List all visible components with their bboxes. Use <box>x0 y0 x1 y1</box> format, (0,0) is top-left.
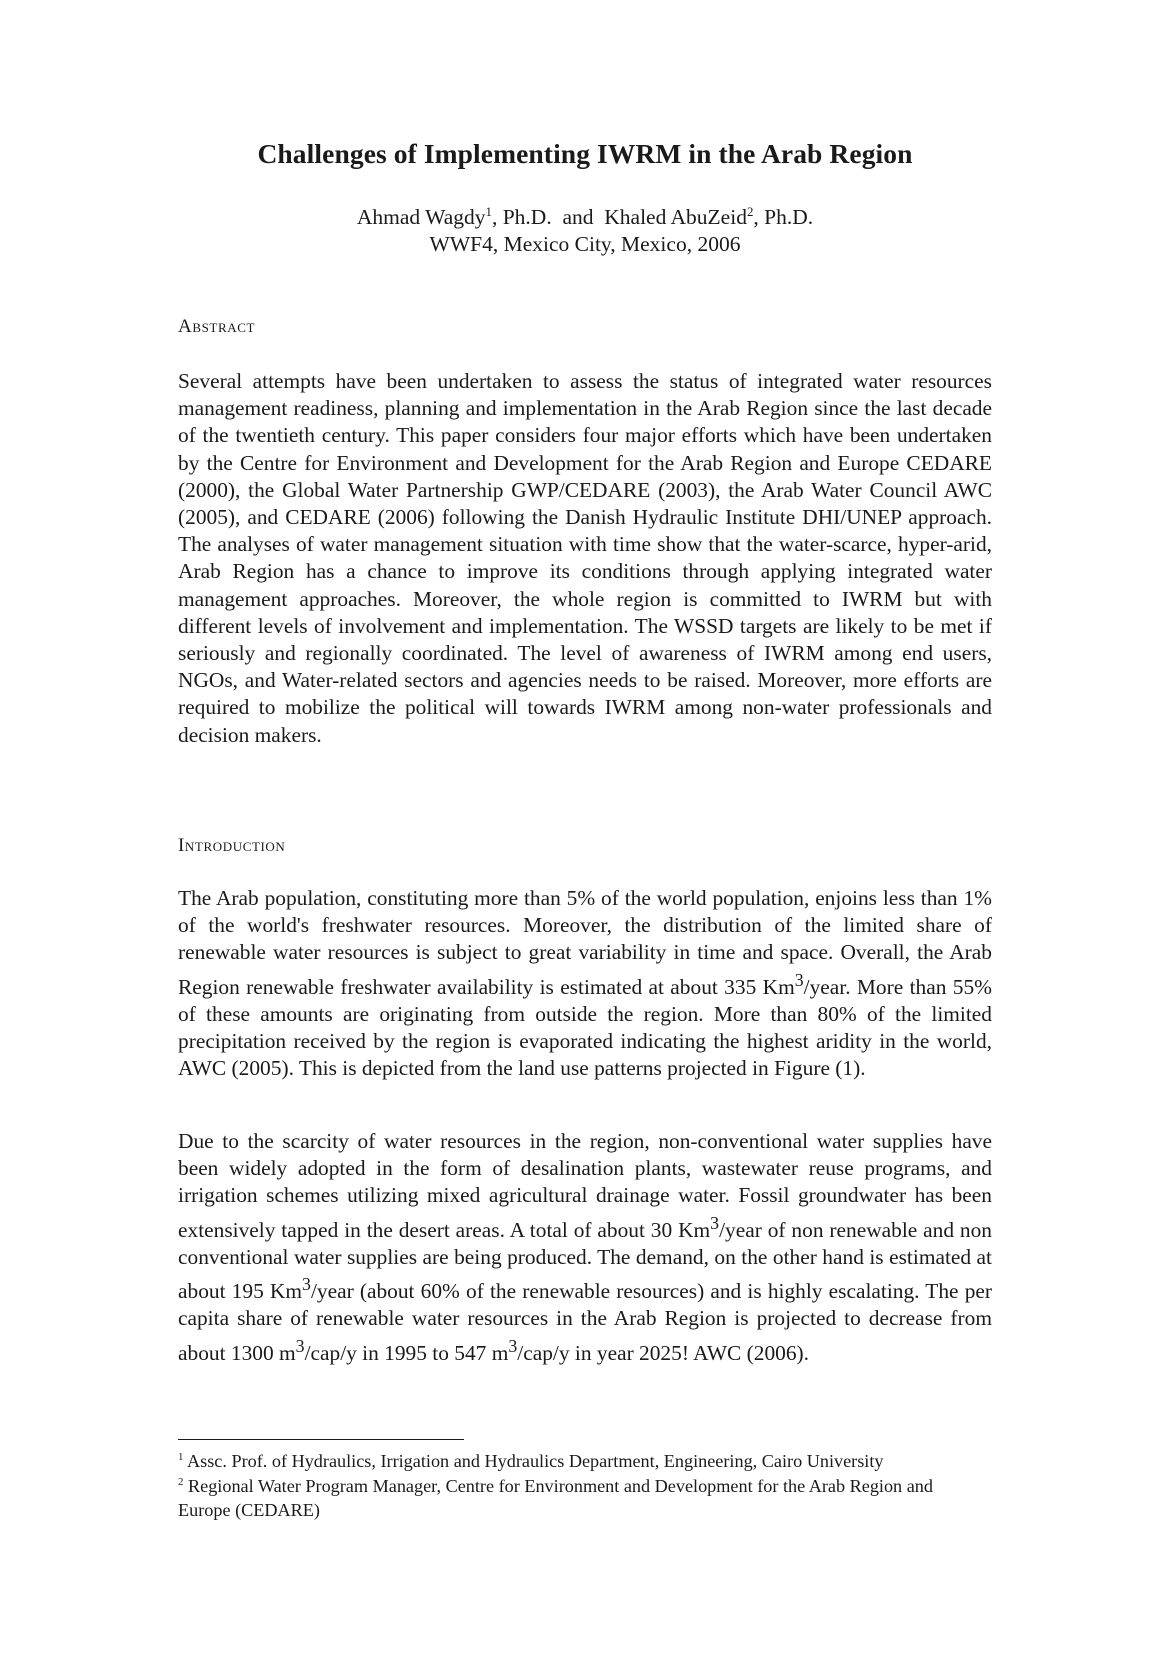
intro-p2-text-d: /cap/y in 1995 to 547 m <box>304 1340 509 1365</box>
author-2-name: Khaled AbuZeid <box>604 205 747 229</box>
venue-line: WWF4, Mexico City, Mexico, 2006 <box>429 232 741 256</box>
footnotes <box>178 1449 978 1523</box>
footnote-2 <box>178 1474 978 1523</box>
author-1-footnote-mark: 1 <box>485 204 492 219</box>
introduction-paragraph-1 <box>178 885 992 1083</box>
intro-p1-superscript: 3 <box>794 969 804 990</box>
footnote-1 <box>178 1449 978 1474</box>
intro-p2-superscript-4: 3 <box>508 1335 518 1356</box>
intro-p2-text-e: /cap/y in year 2025! AWC (2006). <box>517 1340 810 1365</box>
intro-p2-superscript-1: 3 <box>710 1212 720 1233</box>
intro-p2-text-b: /year of non renewable and non conventional water supplies are being produced. The demand, on the other hand is estimated at about 195 Km <box>178 1217 992 1304</box>
abstract-paragraph: Several attempts have been undertaken to assess the status of integrated water resources management readiness, planning and implementation in the Arab Region since the last decade of the twentieth century. This paper considers four major efforts which have been undertaken by the Centre for Environment and Development for the Arab Region and Europe CEDARE (2000), the Global Water Partnership GWP/CEDARE (2003), the Arab Water Council AWC (2005), and CEDARE (2006) following the Danish Hydraulic Institute DHI/UNEP approach. The analyses of water management situation with time show that the water-scarce, hyper-arid, Arab Region has a chance to improve its conditions through applying integrated water management approaches. Moreover, the whole region is committed to IWRM but with different levels of involvement and implementation. The WSSD targets are likely to be met if seriously and regionally coordinated. The level of awareness of IWRM among end users, NGOs, and Water-related sectors and agencies needs to be raised. Moreover, more efforts are required to mobilize the political will towards IWRM among non-water professionals and decision makers. <box>178 369 992 747</box>
footnote-1-mark: 1 <box>178 1450 184 1463</box>
intro-p1-text-a: The Arab population, constituting more than 5% of the world population, enjoins less than 1% of the world's freshwater resources. Moreover, the distribution of the limited share of renewable water resources is subject to great variability in time and space. Overall, the Arab Region renewable freshwater availability is estimated at about 335 Km <box>178 886 992 999</box>
author-block <box>0 204 1170 258</box>
footnote-2-mark: 2 <box>178 1475 184 1488</box>
author-2-degree: , Ph.D. <box>753 205 814 229</box>
footnote-1-text: Assc. Prof. of Hydraulics, Irrigation and Hydraulics Department, Engineering, Cairo University <box>183 1451 884 1471</box>
author-connector: and <box>551 205 605 229</box>
intro-p2-text-c: /year (about 60% of the renewable resources) and is highly escalating. The per capita share of renewable water resources in the Arab Region is projected to decrease from about 1300 m <box>178 1279 993 1365</box>
introduction-paragraph-2 <box>178 1128 992 1367</box>
footnote-divider <box>178 1439 464 1440</box>
paper-title: Challenges of Implementing IWRM in the Arab Region <box>257 138 913 169</box>
author-1-degree: , Ph.D. <box>491 205 552 229</box>
intro-p2-superscript-2: 3 <box>302 1274 311 1295</box>
introduction-heading: Introduction <box>178 835 286 856</box>
intro-p1-text-b: /year. More than 55% of these amounts are originating from outside the region. More than 80% of the limited precipitation received by the region is evaporated indicating the highest aridity in the world, AWC (2005). This is depicted from the land use patterns projected in Figure (1). <box>178 974 992 1081</box>
author-line <box>0 204 1170 231</box>
footnote-2-text: Regional Water Program Manager, Centre for Environment and Development for the Arab Region and Europe (CEDARE) <box>178 1475 933 1520</box>
abstract-heading: Abstract <box>178 316 256 337</box>
author-1-name: Ahmad Wagdy <box>356 205 486 229</box>
intro-p2-text-a: Due to the scarcity of water resources in the region, non-conventional water supplies have been widely adopted in the form of desalination plants, wastewater reuse programs, and irrigation schemes utilizing mixed agricultural drainage water. Fossil groundwater has been extensively tapped in the desert areas. A total of about 30 Km <box>178 1129 992 1242</box>
intro-p2-superscript-3: 3 <box>295 1335 305 1356</box>
author-2-footnote-mark: 2 <box>746 204 754 219</box>
